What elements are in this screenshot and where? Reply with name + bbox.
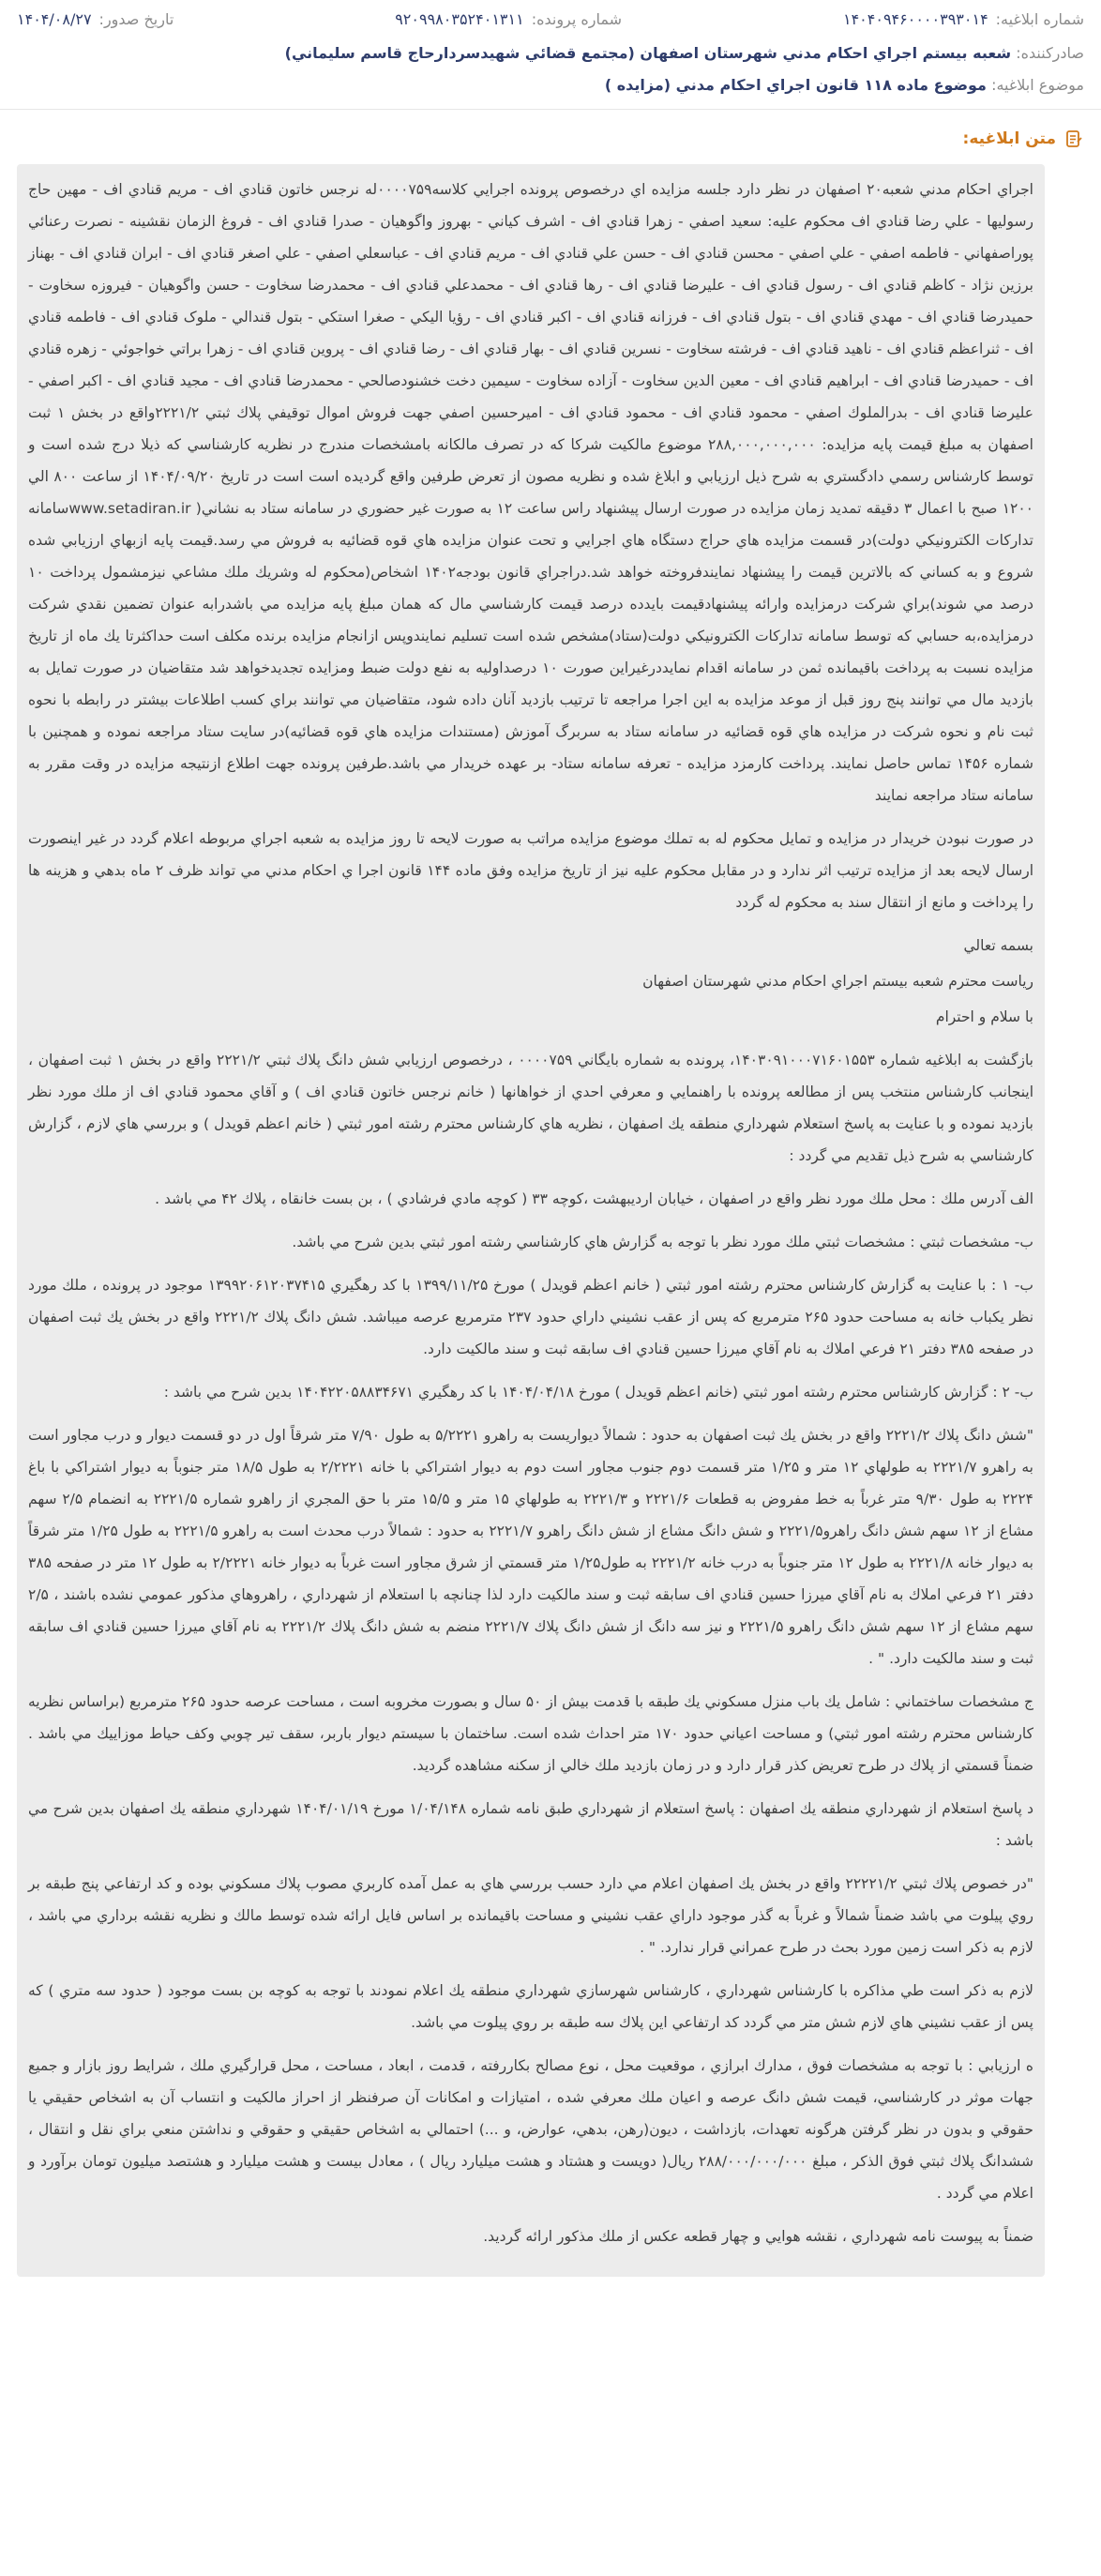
subject-label: موضوع ابلاغيه: (991, 76, 1084, 94)
case-number-field (395, 10, 622, 28)
document-icon (1063, 129, 1084, 149)
paragraph-registration: ب- مشخصات ثبتي : مشخصات ثبتي ملك مورد نظر با توجه به گزارش هاي كارشناسي رشته امور ثبتي بدين شرح مي باشد. (292, 1234, 1033, 1250)
paragraph-registration-2: ب- ۲ : گزارش كارشناس محترم رشته امور ثبتي (خانم اعظم قويدل ) مورخ ۱۴۰۴/۰۴/۱۸ با كد رهگيري ۱۴۰۴۲۲۰۵۸۸۳۴۶۷۱ بدين شرح مي باشد : (163, 1384, 1033, 1401)
notice-text-box (17, 164, 1045, 2277)
paragraph-auction-announcement: اجراي احكام مدني شعبه۲۰ اصفهان در نظر دارد جلسه مزايده اي درخصوص پرونده اجرايي كلاسه۰۰۰۰۷۵۹له نرجس خاتون قنادي اف - مريم قنادي اف - مهين حاج رسوليها - علي رضا قنادي اف محکوم عليه: سعيد اصفي - زهرا قنادي اف - اشرف کياني - بهروز واگوهيان - صدرا قنادي اف - فروغ الزمان نقشينه - نصرت رعنائي پوراصفهاني - فاطمه اصفي - علي اصفي - محسن قنادي اف - حسن علي قنادي اف - مريم قنادي اف - عباسعلي اصفي - علي اصغر قنادي اف - ابران قنادي اف - بهناز برزين نژاد - کاظم قنادي اف - رسول قنادي اف - عليرضا قنادي اف - رها قنادي اف - محمدعلي قنادي اف - محمدرضا سخاوت - حسن واگوهيان - فيروزه سخاوت - حميدرضا قنادي اف - مهدي قنادي اف - بتول قنادي اف - فرزانه قنادي اف - اكبر قنادي اف - رؤيا اليكي - صغرا استکي - بتول قندالي - ملوک قنادي اف - فاطمه قنادي اف - ثنراعظم قنادي اف - ناهيد قنادي اف - فرشته سخاوت - نسرين قنادي اف - بهار قنادي اف - رضا قنادي اف - پروين قنادي اف - زهرا براتي خواجوئي - زهره قنادي اف - حميدرضا قنادي اف - ابراهيم قنادي اف - معين الدين سخاوت - آزاده سخاوت - سيمين دخت خشنودصالحي - محمدرضا قنادي اف - مجيد قنادي اف - اكبر اصفي - عليرضا قنادي اف - بدرالملوك اصفي - محمود قنادي اف - محمود قنادي اف - اميرحسين اصفي جهت فروش اموال توقيفي پلاك ثبتي ۲۲۲۱/۲واقع در بخش ۱ ثبت اصفهان به مبلغ قيمت پايه مزايده: ۲۸۸,۰۰۰,۰۰۰,۰۰۰ موضوع مالكيت شركا كه در تصرف مالكانه بامشخصات مندرج در نظريه كارشناسي كه ذيلا درج شده است و توسط كارشناس رسمي دادگستري به شرح ذيل ارزيابي و ابلاغ شده و نظريه مصون از تعرض طرفين واقع گرديده است است در تاريخ ۱۴۰۴/۰۹/۲۰ از ساعت ۸۰۰ الي ۱۲۰۰ صبح با اعمال ۳ دقيقه تمديد زمان مزايده در صورت ارسال پيشنهاد راس ساعت ۱۲ به صورت غير حضوري در سامانه ستاد به نشاني( www.setadiran.irسامانه تداركات الكترونيكي دولت)در قسمت مزايده هاي حراج دستگاه هاي اجرايي و تحت عنوان مزايده هاي قوه قضائيه به فروش مي رسد.قيمت پايه ازبهاي ارزيابي شده شروع و به كساني كه بالاترين قيمت را پيشنهاد نمايندفروخته خواهد شد.دراجراي قانون بودجه۱۴۰۲ اشخاص(محکوم له وشريك ملك مشاعي نيزمشمول پرداخت ۱۰ درصد مي شوند)براي شركت درمزايده وارائه پيشنهادقيمت بايدده درصد قيمت كارشناسي مال كه همان مبلغ پايه مزايده مي باشدرابه عنوان تضمين نقدي شركت درمزايده،به حسابي كه توسط سامانه تداركات الكترونيكي دولت(ستاد)مشخص شده است تسليم نمايندوپس ازانجام مزايده برنده مكلف است حداكثرتا يك ماه از تاريخ مزايده نسبت به پرداخت باقيمانده ثمن در سامانه اقدام نمايددرغيراين صورت ۱۰ درصداوليه به نفع دولت ضبط ومزايده تجديدخواهد شد متقاضيان در صورت تمايل به بازديد مال مي توانند پنج روز قبل از موعد مزايده به اين اجرا مراجعه تا ترتيب بازديد آنان داده شود، متقاضيان مي توانند براي كسب اطلاعات بيشتر در رابطه با نحوه ثبت نام و نحوه شركت در مزايده هاي قوه قضائيه در سامانه ستاد به سربرگ آموزش (مستندات مزايده هاي قوه قضائيه)در سايت ستاد مراجعه نموده و همچنين با شماره ۱۴۵۶ تماس حاصل نمايند. پرداخت كارمزد مزايده - تعرفه سامانه ستاد- بر عهده خريدار مي باشد.طرفين پرونده جهت اطلاع ازنتيجه مزايده در وقت مقرر به سامانه ستاد مراجعه نمايند (28, 181, 1034, 804)
case-number-value: ۹۲۰۹۹۸۰۳۵۲۴۰۱۳۱۱ (395, 9, 524, 28)
paragraph-basmala: بسمه تعالي (963, 937, 1033, 954)
issue-date-value: ۱۴۰۴/۰۸/۲۷ (17, 9, 92, 28)
issue-date-label: تاريخ صدور: (98, 9, 174, 28)
paragraph-boundaries: "شش دانگ پلاك ۲۲۲۱/۲ واقع در بخش يك ثبت اصفهان به حدود : شمالاً ديواريست به راهرو ۵/۲۲۲۱ به طول ۷/۹۰ متر شرقاً اول در دو قسمت ديوار و درب مجاور است به راهرو ۲۲۲۱/۷ به طولهاي ۱۲ متر و ۱/۲۵ متر قسمت دوم جنوب مجاور است دوم به ديوار اشتراكي با خانه ۲/۲۲۲۱ به طول ۱۸/۵ متر جنوباً به ديوار اشتراكي با باغ ۲۲۲۴ به طول ۹/۳۰ متر غرباً به خط مفروض به قطعات ۲۲۲۱/۶ و ۲۲۲۱/۳ به طولهاي ۱۵ متر و ۱۵/۵ متر با حق المجري از راهرو شماره ۲۲۲۱/۵ به انضمام ۲/۵ سهم مشاع از ۱۲ سهم شش دانگ راهرو۲۲۲۱/۵ و شش دانگ مشاع از شش دانگ راهرو ۲۲۲۱/۷ به حدود : شمالاً درب محدث است به راهرو ۲۲۲۱/۵ به طول ۱/۲۵ متر شرقاً به ديوار خانه ۲۲۲۱/۸ به طول ۱۲ متر جنوباً به درب خانه ۲۲۲۱/۲ به طول۱/۲۵ متر قسمتي از شرق مجاور است غرباً به ديوار خانه ۲/۲۲۲۱ به طول ۱۲ متر در صفحه ۳۸۵ دفتر ۲۱ فرعي املاك به نام آقاي ميرزا حسين قنادي اف سابقه ثبت و سند مالكيت دارد لذا چنانچه با استعلام از شهرداري ، راهروهاي مذكور عمومي نشده باشند ، ۲/۵ سهم مشاع از ۱۲ سهم شش دانگ راهرو ۲۲۲۱/۵ و نيز سه دانگ از شش دانگ پلاك ۲۲۲۱/۷ منضم به شش دانگ پلاك ۲۲۲۱/۲ به نام آقاي ميرزا حسين قنادي اف سابقه ثبت و سند مالكيت دارد. " . (28, 1427, 1034, 1667)
paragraph-report-intro: بازگشت به ابلاغيه شماره ۱۴۰۳۰۹۱۰۰۰۷۱۶۰۱۵۵۳، پرونده به شماره بايگاني ۰۰۰۰۷۵۹ ، درخصوص ارزيابي شش دانگ پلاك ثبتي ۲۲۲۱/۲ واقع در بخش ۱ ثبت اصفهان ، اينجانب كارشناس منتخب پس از مطالعه پرونده با راهنمايي و معرفي احدي از خواهانها ( خانم نرجس خاتون قنادي اف ) و آقاي محمود قنادي اف از ملك مورد نظر بازديد نموده و با عنايت به پاسخ استعلام شهرداري منطقه يك اصفهان ، نظريه هاي كارشناس محترم رشته امور ثبتي ( خانم اعظم قويدل ) و بررسي هاي لازم ، گزارش كارشناسي به شرح ذيل تقديم مي گردد : (28, 1052, 1033, 1164)
header-divider (0, 109, 1101, 110)
notice-number-label: شماره ابلاغيه: (995, 9, 1084, 28)
paragraph-attachments: ضمناً به پيوست نامه شهرداري ، نقشه هوايي و چهار قطعه عكس از ملك مذكور ارائه گرديد. (483, 2228, 1033, 2245)
paragraph-addressee: رياست محترم شعبه بيستم اجراي احكام مدني شهرستان اصفهان (642, 973, 1033, 990)
case-number-label: شماره پرونده: (531, 9, 623, 28)
paragraph-height-note: لازم به ذكر است طي مذاكره با كارشناس شهرداري ، كارشناس شهرسازي شهرداري منطقه يك اعلام نمودند با توجه به كوچه بن بست موجود ( حدود سه متري ) كه پس از عقب نشيني هاي لازم شش متر مي گردد كد ارتفاعي اين پلاك سه طبقه بر روي پيلوت مي باشد. (28, 1982, 1033, 2031)
paragraph-municipality-reply: "در خصوص پلاك ثبتي ۲۲۲۲۱/۲ واقع در بخش يك اصفهان اعلام مي دارد حسب بررسي هاي به عمل آمده كاربري مصوب پلاك مسكوني بوده و كد ارتفاعي پنج طبقه بر روي پيلوت مي باشد ضمناً شمالاً و غرباً به گذر موجود داراي عقب نشيني و مساحت باقيمانده بر اساس فايل ارائه شده توسط مالك و نظريه نقشه برداري مي باشد ، لازم به ذكر است زمين مورد بحث در طرح عمراني قرار ندارد. " . (28, 1875, 1034, 1956)
paragraph-registration-1: ب- ۱ : با عنايت به گزارش كارشناس محترم رشته امور ثبتي ( خانم اعظم قويدل ) مورخ ۱۳۹۹/۱۱/۲۵ با كد رهگيري ۱۳۹۹۲۰۶۱۲۰۳۷۴۱۵ موجود در پرونده ، ملك مورد نظر يكباب خانه به مساحت حدود ۲۶۵ مترمربع كه پس از عقب نشيني داراي حدود ۲۳۷ مترمربع عرصه ميباشد. شش دانگ پلاك ۲۲۲۱/۲ واقع در بخش يك ثبت اصفهان در صفحه ۳۸۵ دفتر ۲۱ فرعي املاك به نام آقاي ميرزا حسين قنادي اف سابقه ثبت و سند مالكيت دارد. (28, 1277, 1034, 1357)
paragraph-municipality-inquiry: د پاسخ استعلام از شهرداري منطقه يك اصفهان : پاسخ استعلام از شهرداري طبق نامه شماره ۱/۰۴/۱۴۸ مورخ ۱۴۰۴/۰۱/۱۹ شهرداري منطقه يك اصفهان بدين شرح مي باشد : (28, 1800, 1033, 1849)
notice-text-heading (0, 117, 1101, 160)
paragraph-building-specs: ج مشخصات ساختماني : شامل يك باب منزل مسكوني يك طبقه با قدمت بيش از ۵۰ سال و بصورت مخروبه است ، مساحت عرصه حدود ۲۶۵ مترمربع (براساس نظريه كارشناس محترم رشته امور ثبتي) و مساحت اعياني حدود ۱۷۰ متر احداث شده است. ساختمان با سيستم ديوار باربر، سقف تير چوبي وكف حياط موزاييك مي باشد . ضمناً قسمتي از پلاك در طرح تعريض كذر قرار دارد و در زمان بازديد ملك خالي از سكنه مشاهده گرديد. (28, 1693, 1034, 1774)
paragraph-address: الف آدرس ملك : محل ملك مورد نظر واقع در اصفهان ، خيابان ارديبهشت ،كوچه ۳۳ ( كوچه مادي فرشادي ) ، بن بست خانقاه ، پلاك ۴۲ مي باشد . (155, 1190, 1033, 1207)
notice-number-value: ۱۴۰۴۰۹۴۶۰۰۰۰۳۹۳۰۱۴ (842, 9, 988, 28)
notice-text-title: متن ابلاغيه: (962, 129, 1056, 148)
issue-date-field (17, 10, 173, 28)
paragraph-valuation: ه ارزيابي : با توجه به مشخصات فوق ، مدارك ابرازي ، موقعيت محل ، نوع مصالح بكاررفته ، قدمت ، ابعاد ، مساحت ، محل قرارگيري ملك ، شرايط روز بازار و جميع جهات موثر در كارشناسي، قيمت شش دانگ عرصه و اعيان ملك معرفي شده ، امتيازات و امكانات آن صرفنظر از احراز مالكيت و انتساب آن به اشخاص حقيقي يا حقوقي و بدون در نظر گرفتن هرگونه تعهدات، بازداشت ، ديون(رهن، بدهي، عوارض، و ...) احتمالي به اشخاص حقيقي و حقوقي و نداشتن منعي براي نقل و انتقال ، ششدانگ پلاك ثبتي فوق الذكر ، مبلغ ۲۸۸/۰۰۰/۰۰۰/۰۰۰ ريال( دويست و هشتاد و هشت ميليارد ريال ) ، معادل بيست و هشت ميليارد و هشتصد ميليون تومان برآورد و اعلام مي گردد . (28, 2057, 1033, 2202)
paragraph-no-buyer: در صورت نبودن خريدار در مزايده و تمايل محكوم له به تملك موضوع مزايده مراتب به صورت لايحه تا روز مزايده به شعبه اجراي مربوطه اعلام گردد در غير اينصورت ارسال لايحه بعد از مزايده ترتيب اثر ندارد و در مقابل محكوم عليه نيز از تاريخ مزايده وفق ماده ۱۴۴ قانون اجرا ي احكام مدني مي تواند ظرف ۲ ماه بدهي و هزينه ها را پرداخت و مانع از انتقال سند به محكوم له گردد (28, 830, 1033, 911)
issuer-value: شعبه بيستم اجراي احكام مدني شهرستان اصفهان (مجتمع قضائي شهيدسردارحاج قاسم سليماني) (284, 44, 1012, 62)
issuer-line (0, 38, 1101, 69)
notice-meta-row (0, 0, 1101, 38)
subject-line (0, 69, 1101, 101)
subject-value: موضوع ماده ۱۱۸ قانون اجراي احكام مدني (مزايده ) (604, 76, 987, 94)
notice-number-field (843, 10, 1084, 28)
paragraph-greeting: با سلام و احترام (935, 1008, 1033, 1025)
issuer-label: صادرکننده: (1016, 44, 1084, 62)
